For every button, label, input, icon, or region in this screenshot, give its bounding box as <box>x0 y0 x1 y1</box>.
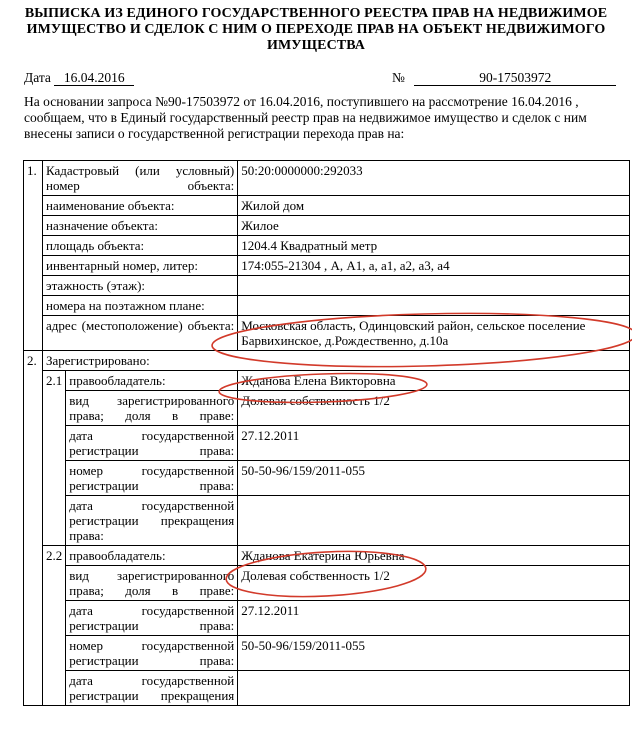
table-row <box>24 461 630 496</box>
row-label: правообладатель: <box>66 546 238 566</box>
row-label: номер государственной регистрации права: <box>66 461 238 496</box>
row-label: номера на поэтажном плане: <box>43 296 238 316</box>
section-number: 1. <box>24 161 43 351</box>
table-row <box>24 671 630 706</box>
title-line: ИМУЩЕСТВА <box>266 38 365 53</box>
row-label: Кадастровый (или условный) номер объекта: <box>43 161 238 196</box>
intro-line: внесены записи о государственной регистрации перехода прав на: <box>24 126 405 141</box>
row-label: инвентарный номер, литер: <box>43 256 238 276</box>
row-value <box>238 671 630 706</box>
row-label: дата государственной регистрации прекращения права: <box>66 496 238 546</box>
holder-number: 2.2 <box>43 546 66 706</box>
table-row <box>24 496 630 546</box>
row-value: Московская область, Одинцовский район, сельское поселение Барвихинское, д.Рождественно, д.10а <box>238 316 630 351</box>
row-value: Жилое <box>238 216 630 236</box>
number-field <box>392 70 616 86</box>
row-label: номер государственной регистрации права: <box>66 636 238 671</box>
table-row <box>24 161 630 196</box>
row-value: 27.12.2011 <box>238 426 630 461</box>
number-label: № <box>392 70 405 85</box>
date-label: Дата <box>24 70 51 85</box>
row-value <box>238 496 630 546</box>
date-field <box>24 70 134 86</box>
table-row <box>24 426 630 461</box>
intro-paragraph <box>24 94 620 142</box>
table-row <box>24 391 630 426</box>
section-number: 2. <box>24 351 43 706</box>
row-value: Долевая собственность 1/2 <box>238 566 630 601</box>
table-row <box>24 196 630 216</box>
row-label: дата государственной регистрации права: <box>66 601 238 636</box>
number-value: 90-17503972 <box>414 71 616 86</box>
document-title <box>0 6 632 54</box>
date-value: 16.04.2016 <box>54 71 134 86</box>
row-label: назначение объекта: <box>43 216 238 236</box>
intro-line: На основании запроса №90-17503972 от 16.04.2016, поступившего на рассмотрение 16.04.2016 , <box>24 94 579 109</box>
holder-name: Жданова Екатерина Юрьевна <box>238 546 630 566</box>
row-label: дата государственной регистрации права: <box>66 426 238 461</box>
table-row <box>24 371 630 391</box>
row-value: 50-50-96/159/2011-055 <box>238 461 630 496</box>
row-label: вид зарегистрированного права; доля в праве: <box>66 391 238 426</box>
registry-table <box>23 160 630 706</box>
table-row <box>24 256 630 276</box>
table-row <box>24 276 630 296</box>
row-value: 50:20:0000000:292033 <box>238 161 630 196</box>
title-line: ВЫПИСКА ИЗ ЕДИНОГО ГОСУДАРСТВЕННОГО РЕЕСТРА ПРАВ НА НЕДВИЖИМОЕ <box>24 6 608 21</box>
table-row <box>24 566 630 601</box>
table-row <box>24 636 630 671</box>
row-label: площадь объекта: <box>43 236 238 256</box>
intro-line: сообщаем, что в Единый государственный реестр прав на недвижимое имущество и сделок с ним <box>24 110 587 125</box>
table-row <box>24 601 630 636</box>
row-value: Жилой дом <box>238 196 630 216</box>
row-label: дата государственной регистрации прекращения <box>66 671 238 706</box>
row-label: вид зарегистрированного права; доля в праве: <box>66 566 238 601</box>
table-row <box>24 351 630 371</box>
holder-name: Жданова Елена Викторовна <box>238 371 630 391</box>
table-row <box>24 236 630 256</box>
title-line: ИМУЩЕСТВО И СДЕЛОК С НИМ О ПЕРЕХОДЕ ПРАВ НА ОБЪЕКТ НЕДВИЖИМОГО <box>26 22 606 37</box>
row-label: наименование объекта: <box>43 196 238 216</box>
section-label: Зарегистрировано: <box>43 351 630 371</box>
row-label: правообладатель: <box>66 371 238 391</box>
table-row <box>24 216 630 236</box>
row-value: 174:055-21304 , А, А1, а, а1, а2, а3, а4 <box>238 256 630 276</box>
row-value: 1204.4 Квадратный метр <box>238 236 630 256</box>
holder-number: 2.1 <box>43 371 66 546</box>
row-label: этажность (этаж): <box>43 276 238 296</box>
row-value <box>238 276 630 296</box>
row-value: Долевая собственность 1/2 <box>238 391 630 426</box>
row-label: адрес (местоположение) объекта: <box>43 316 238 351</box>
row-value <box>238 296 630 316</box>
row-value: 27.12.2011 <box>238 601 630 636</box>
table-row <box>24 316 630 351</box>
row-value: 50-50-96/159/2011-055 <box>238 636 630 671</box>
table-row <box>24 546 630 566</box>
table-row <box>24 296 630 316</box>
